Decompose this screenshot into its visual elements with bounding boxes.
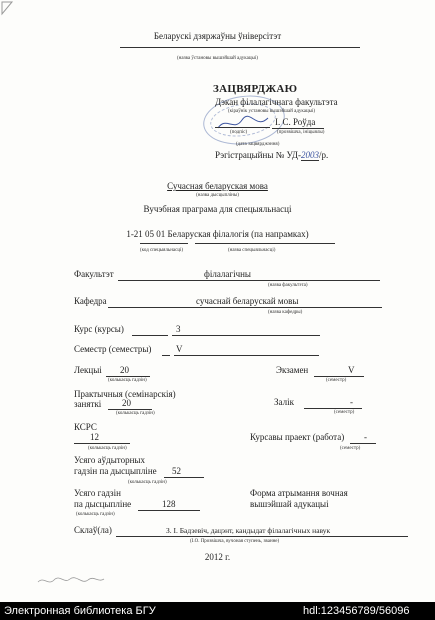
total-underline — [138, 510, 200, 511]
university-name: Беларускі дзяржаўны ўніверсітэт — [153, 31, 282, 41]
faculty-value: філалагічны — [204, 269, 251, 279]
aud-caption: (колькасць гадзін) — [128, 480, 167, 485]
author-value: З. І. Бадзевіч, дацэнт, кандыдат філалагічных навук — [166, 526, 331, 535]
semester-underline — [174, 355, 319, 356]
ksr-label: КСРС — [74, 422, 97, 432]
exam-caption: (семестр) — [326, 378, 347, 383]
registration-suffix: /р. — [319, 150, 329, 160]
lectures-underline — [106, 376, 150, 377]
specialty-code-underline — [140, 243, 188, 244]
form-label-2: вышэйшай адукацыі — [250, 499, 329, 509]
total-label-2: па дысцыпліне — [74, 499, 132, 509]
total-label-1: Усяго гадзін — [74, 488, 121, 498]
practical-label-2: заняткі — [74, 399, 102, 409]
library-footer-bar — [0, 602, 435, 620]
credit-value: - — [350, 397, 353, 407]
practical-underline — [108, 409, 152, 410]
author-label: Склаў(ла) — [74, 525, 112, 535]
university-underline — [120, 47, 360, 48]
semester-value: V — [176, 344, 183, 354]
date-caption: (дата зацвярджэння) — [236, 142, 280, 147]
approval-title: ЗАЦВЯРДЖАЮ — [213, 83, 298, 95]
course-short-underline — [132, 335, 168, 336]
signature-caption: (подпіс) — [230, 130, 248, 135]
credit-label: Залік — [274, 397, 294, 407]
department-caption: (назва кафедры) — [268, 310, 303, 315]
aud-value: 52 — [172, 466, 181, 476]
practical-value: 20 — [122, 398, 131, 408]
approval-signer: І. С. Роўда — [275, 117, 316, 127]
exam-underline — [314, 376, 364, 377]
course-label: Курс (курсы) — [74, 324, 124, 334]
total-caption: (колькасць гадзін) — [76, 512, 115, 517]
registration-label: Рэгістрацыйны № УД- — [215, 150, 302, 160]
department-label: Кафедра — [74, 296, 107, 306]
discipline-name-caption: (назва дысцыпліны) — [196, 193, 239, 198]
course-underline — [172, 335, 320, 336]
lectures-value: 20 — [120, 365, 129, 375]
semester-label: Семестр (семестры) — [74, 344, 152, 354]
practical-label-1: Практычныя (семінарскія) — [74, 389, 176, 399]
signature-underline — [215, 127, 270, 128]
program-title: Вучэбная праграма для спецыяльнасці — [143, 204, 292, 214]
signer-underline — [272, 128, 324, 129]
footer-library-name: Электронная библиотека БГУ — [4, 605, 156, 617]
approval-position: Дэкан філалагічнага факультэта — [215, 97, 338, 107]
aud-label-1: Усяго аўдыторных — [74, 455, 145, 465]
exam-label: Экзамен — [276, 365, 309, 375]
form-label-1: Форма атрымання вочная — [250, 488, 348, 498]
handwritten-note-mark — [36, 574, 106, 588]
department-underline — [108, 307, 382, 308]
course-value: 3 — [176, 324, 181, 334]
department-value: сучаснай беларускай мовы — [196, 296, 299, 306]
exam-value: V — [348, 365, 355, 375]
specialty-code-caption: (код спецыяльнасці) — [140, 248, 184, 253]
author-caption: (І.О. Прозвішча, вучоная ступень, званне) — [190, 539, 280, 544]
coursework-value: - — [364, 432, 367, 442]
coursework-label: Курсавы праект (работа) — [250, 432, 345, 442]
lectures-caption: (колькасць гадзін) — [108, 378, 147, 383]
practical-caption: (колькасць гадзін) — [116, 411, 155, 416]
total-value: 128 — [162, 499, 176, 509]
aud-label-2: гадзін па дысцыпліне — [74, 466, 157, 476]
semester-short-underline — [162, 355, 170, 356]
credit-caption: (семестр) — [334, 410, 355, 415]
credit-underline — [304, 408, 362, 409]
ksr-caption: (колькасць гадзін) — [88, 446, 127, 451]
ksr-value: 12 — [90, 432, 99, 442]
specialty-name-underline — [195, 243, 335, 244]
faculty-caption: (назва факультэта) — [268, 283, 308, 288]
aud-underline — [164, 477, 204, 478]
footer-handle[interactable]: hdl:123456789/56096 — [303, 605, 410, 617]
faculty-underline — [118, 280, 380, 281]
approval-position-caption: (кіраўнік установы вышэйшай адукацыі) — [228, 109, 316, 114]
specialty-line: 1-21 05 01 Беларуская філалогія (па напрамках) — [126, 229, 309, 239]
coursework-caption: (семестр) — [340, 446, 361, 451]
document-year: 2012 г. — [204, 552, 231, 562]
corner-fold-mark — [0, 0, 22, 22]
coursework-underline — [350, 443, 376, 444]
author-underline — [116, 536, 408, 537]
registration-number — [215, 151, 328, 160]
surname-caption: (прозвішча, ініцыялы) — [277, 130, 325, 135]
registration-value: 2003 — [301, 150, 320, 160]
specialty-name-caption: (назва спецыяльнасці) — [228, 248, 276, 253]
lectures-label: Лекцыі — [74, 365, 102, 375]
university-caption: (назва ўстановы вышэйшай адукацыі) — [177, 56, 258, 61]
ksr-underline — [74, 443, 130, 444]
faculty-label: Факультэт — [74, 269, 114, 279]
discipline-name: Сучасная беларуская мова — [167, 181, 268, 191]
